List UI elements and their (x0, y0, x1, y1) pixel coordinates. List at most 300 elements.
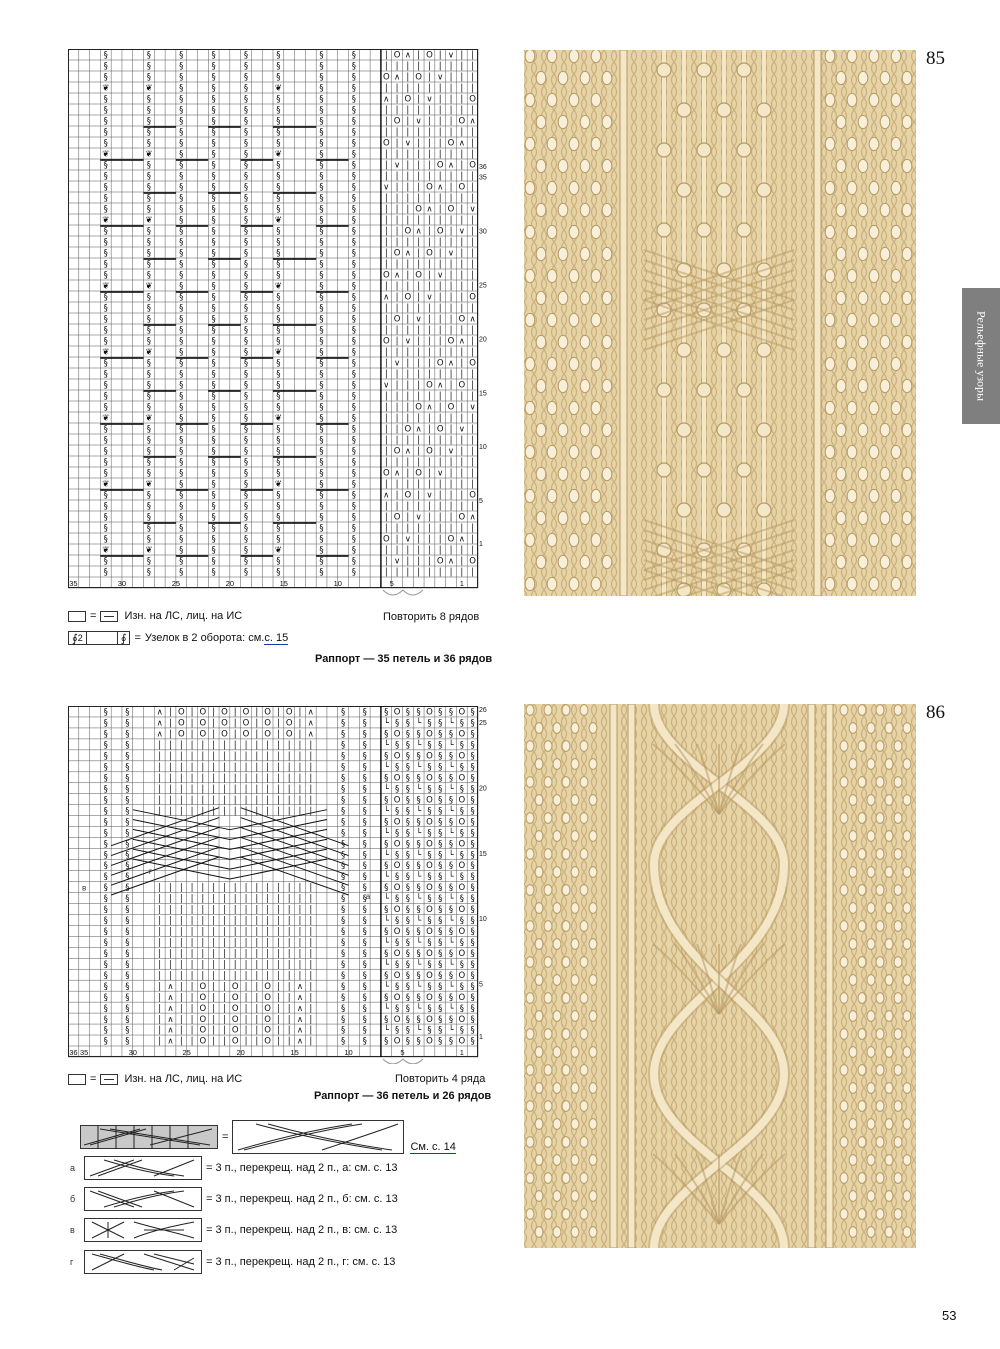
svg-text:§: § (276, 446, 281, 457)
svg-text:O: O (426, 707, 433, 718)
svg-text:|: | (438, 259, 442, 270)
svg-text:|: | (449, 523, 453, 534)
svg-text:|: | (460, 347, 464, 358)
svg-text:§: § (459, 894, 464, 905)
svg-text:§: § (416, 839, 421, 850)
svg-text:|: | (395, 325, 399, 336)
svg-text:|: | (244, 795, 248, 806)
chart-side-letter: а (365, 892, 371, 902)
svg-text:§: § (125, 992, 130, 1003)
svg-text:|: | (384, 160, 388, 171)
svg-text:└: └ (416, 981, 422, 992)
section-tab (962, 288, 1000, 424)
svg-text:|: | (417, 446, 421, 457)
svg-text:§: § (351, 413, 357, 424)
svg-text:|: | (158, 927, 162, 938)
svg-text:§: § (179, 303, 184, 314)
svg-text:§: § (211, 259, 216, 270)
svg-text:|: | (449, 215, 453, 226)
svg-text:§: § (319, 369, 324, 380)
svg-text:|: | (287, 1025, 291, 1036)
svg-text:|: | (212, 894, 216, 905)
svg-text:|: | (179, 927, 183, 938)
svg-text:§: § (319, 259, 324, 270)
svg-text:|: | (276, 784, 280, 795)
svg-text:|: | (449, 237, 453, 248)
svg-text:O: O (469, 490, 476, 501)
svg-text:|: | (428, 567, 431, 578)
svg-text:└: └ (416, 894, 422, 905)
svg-text:O: O (393, 905, 401, 916)
svg-text:§: § (211, 435, 216, 446)
svg-text:O: O (264, 1036, 271, 1047)
svg-text:|: | (384, 314, 388, 325)
svg-text:§: § (405, 959, 410, 970)
svg-text:§: § (179, 380, 184, 391)
svg-text:|: | (384, 226, 388, 237)
svg-text:§: § (211, 149, 216, 160)
svg-text:§: § (351, 512, 357, 523)
svg-text:∧: ∧ (296, 1036, 304, 1047)
svg-text:§: § (470, 883, 475, 894)
svg-text:|: | (169, 762, 172, 773)
svg-text:└: └ (448, 1003, 454, 1014)
svg-text:§: § (146, 358, 152, 369)
svg-text:§: § (103, 707, 108, 718)
svg-text:§: § (394, 938, 400, 949)
svg-text:O: O (426, 446, 433, 457)
cable-g-text: = 3 п., перекрещ. над 2 п., г: см. с. 13 (206, 1256, 396, 1268)
svg-text:§: § (146, 424, 152, 435)
svg-text:§: § (276, 468, 281, 479)
svg-text:§: § (341, 883, 346, 894)
svg-text:|: | (417, 413, 421, 424)
svg-text:└: └ (416, 938, 422, 949)
svg-text:|: | (395, 281, 399, 292)
svg-text:§: § (243, 347, 249, 358)
svg-text:§: § (427, 784, 432, 795)
svg-text:§: § (276, 127, 281, 138)
svg-text:§: § (351, 402, 357, 413)
svg-text:§: § (438, 938, 443, 949)
svg-text:|: | (438, 512, 442, 523)
svg-text:|: | (471, 435, 475, 446)
cable-a-icon (84, 1156, 202, 1180)
svg-text:|: | (169, 905, 172, 916)
svg-text:§: § (125, 883, 130, 894)
svg-text:|: | (471, 281, 475, 292)
svg-text:|: | (266, 905, 270, 916)
svg-text:§: § (103, 336, 108, 347)
svg-text:§: § (384, 905, 389, 916)
svg-text:§: § (146, 138, 152, 149)
svg-text:|: | (276, 938, 280, 949)
svg-text:§: § (276, 380, 281, 391)
svg-text:|: | (255, 883, 259, 894)
svg-text:❦: ❦ (274, 215, 282, 226)
svg-text:§: § (362, 992, 367, 1003)
svg-text:§: § (243, 402, 249, 413)
svg-text:§: § (351, 160, 357, 171)
svg-text:∧: ∧ (307, 718, 314, 729)
svg-text:§: § (362, 729, 367, 740)
svg-text:|: | (406, 270, 410, 281)
svg-text:§: § (146, 303, 152, 314)
svg-text:§: § (179, 248, 184, 259)
svg-text:|: | (223, 981, 226, 992)
svg-text:§: § (276, 490, 281, 501)
svg-text:❦: ❦ (102, 413, 110, 424)
svg-text:§: § (470, 894, 475, 905)
svg-text:❦: ❦ (145, 149, 153, 160)
svg-text:∧: ∧ (404, 248, 411, 259)
svg-text:O: O (426, 773, 433, 784)
svg-text:|: | (471, 336, 475, 347)
svg-text:∨: ∨ (383, 380, 390, 391)
pattern-86-rapport: Раппорт — 36 петель и 26 рядов (314, 1090, 492, 1102)
svg-text:§: § (448, 773, 454, 784)
svg-text:|: | (223, 751, 226, 762)
svg-text:§: § (125, 751, 130, 762)
svg-text:|: | (223, 948, 226, 959)
svg-text:§: § (341, 872, 346, 883)
col-number: 25 (182, 1047, 191, 1057)
svg-text:|: | (298, 806, 302, 817)
svg-text:§: § (103, 314, 108, 325)
svg-text:§: § (243, 435, 249, 446)
col-number: 30 (128, 1047, 137, 1057)
svg-text:|: | (406, 171, 410, 182)
svg-text:§: § (146, 270, 152, 281)
svg-text:└: └ (416, 784, 422, 795)
pattern-85-grid (68, 49, 488, 601)
svg-text:§: § (319, 325, 324, 336)
svg-text:|: | (384, 149, 388, 160)
svg-text:O: O (426, 992, 433, 1003)
svg-text:§: § (243, 237, 249, 248)
svg-text:§: § (341, 762, 346, 773)
svg-text:|: | (190, 740, 194, 751)
svg-text:|: | (460, 259, 464, 270)
svg-text:|: | (298, 718, 302, 729)
svg-text:§: § (179, 281, 184, 292)
svg-text:|: | (417, 182, 421, 193)
svg-text:§: § (103, 94, 108, 105)
svg-text:§: § (103, 751, 108, 762)
svg-text:§: § (351, 303, 357, 314)
svg-text:§: § (341, 718, 346, 729)
svg-text:|: | (460, 50, 464, 61)
svg-text:§: § (243, 523, 249, 534)
svg-text:∨: ∨ (415, 512, 422, 523)
svg-text:§: § (179, 204, 184, 215)
svg-text:§: § (276, 248, 281, 259)
svg-text:|: | (406, 457, 410, 468)
svg-text:§: § (319, 391, 324, 402)
svg-text:O: O (458, 512, 466, 523)
col-number: 15 (290, 1047, 299, 1057)
svg-text:O: O (264, 1003, 271, 1014)
svg-text:§: § (384, 1036, 389, 1047)
svg-text:§: § (103, 850, 108, 861)
svg-text:O: O (264, 718, 271, 729)
svg-text:|: | (460, 171, 464, 182)
svg-text:|: | (255, 751, 259, 762)
svg-text:└: └ (448, 850, 454, 861)
svg-text:|: | (244, 1036, 248, 1047)
svg-text:§: § (276, 523, 281, 534)
svg-text:§: § (438, 828, 443, 839)
svg-text:O: O (458, 729, 466, 740)
svg-text:|: | (179, 948, 183, 959)
svg-text:❦: ❦ (145, 545, 153, 556)
svg-text:∨: ∨ (415, 116, 422, 127)
svg-text:§: § (438, 927, 443, 938)
row-number: 5 (479, 981, 483, 989)
svg-text:|: | (406, 116, 410, 127)
svg-text:O: O (221, 707, 228, 718)
svg-text:|: | (460, 204, 464, 215)
svg-text:|: | (158, 1036, 162, 1047)
svg-text:|: | (428, 127, 431, 138)
svg-text:∧: ∧ (404, 50, 411, 61)
svg-text:|: | (428, 468, 431, 479)
svg-text:§: § (394, 894, 400, 905)
svg-text:§: § (384, 1014, 389, 1025)
svg-text:§: § (470, 762, 475, 773)
svg-text:∨: ∨ (458, 424, 465, 435)
svg-text:§: § (211, 160, 216, 171)
svg-text:§: § (103, 226, 108, 237)
svg-text:|: | (287, 806, 291, 817)
svg-text:§: § (341, 729, 346, 740)
svg-text:§: § (276, 182, 281, 193)
svg-text:|: | (471, 105, 475, 116)
svg-text:|: | (190, 751, 194, 762)
svg-text:|: | (449, 457, 453, 468)
svg-text:§: § (362, 762, 367, 773)
svg-text:|: | (406, 479, 410, 490)
svg-text:§: § (276, 138, 281, 149)
svg-text:O: O (285, 729, 293, 740)
svg-text:O: O (231, 981, 239, 992)
svg-text:|: | (233, 938, 237, 949)
svg-text:|: | (395, 149, 399, 160)
svg-text:|: | (395, 567, 399, 578)
svg-text:|: | (287, 762, 291, 773)
svg-text:§: § (470, 992, 475, 1003)
purl-cell-icon (100, 1074, 118, 1085)
svg-text:|: | (309, 795, 313, 806)
svg-text:|: | (449, 259, 453, 270)
svg-text:∧: ∧ (296, 1014, 304, 1025)
svg-text:§: § (351, 490, 357, 501)
svg-text:§: § (276, 61, 281, 72)
svg-text:|: | (276, 981, 280, 992)
svg-text:O: O (393, 795, 401, 806)
svg-text:§: § (211, 556, 216, 567)
svg-text:|: | (244, 883, 248, 894)
svg-text:§: § (103, 740, 108, 751)
svg-text:|: | (201, 894, 205, 905)
svg-text:|: | (460, 105, 464, 116)
svg-text:|: | (417, 534, 421, 545)
row-number: 15 (479, 850, 487, 858)
svg-text:└: └ (448, 938, 454, 949)
svg-text:§: § (243, 424, 249, 435)
svg-text:O: O (415, 402, 423, 413)
col-number: 25 (171, 579, 181, 588)
svg-text:§: § (243, 534, 249, 545)
svg-text:|: | (428, 116, 431, 127)
svg-text:O: O (264, 1014, 271, 1025)
svg-text:§: § (384, 861, 389, 872)
svg-text:§: § (341, 861, 346, 872)
svg-text:∧: ∧ (167, 1014, 174, 1025)
svg-text:|: | (158, 806, 162, 817)
svg-text:|: | (223, 938, 226, 949)
svg-text:§: § (179, 270, 184, 281)
svg-text:§: § (211, 61, 216, 72)
svg-text:§: § (211, 215, 216, 226)
svg-text:|: | (158, 948, 162, 959)
svg-text:§: § (448, 992, 454, 1003)
svg-text:|: | (255, 894, 259, 905)
svg-text:|: | (428, 413, 431, 424)
svg-text:∧: ∧ (167, 1003, 174, 1014)
svg-text:§: § (319, 138, 324, 149)
svg-text:O: O (436, 226, 444, 237)
svg-text:§: § (341, 1036, 346, 1047)
svg-text:|: | (395, 138, 399, 149)
svg-text:§: § (125, 773, 130, 784)
svg-text:O: O (199, 1014, 207, 1025)
svg-text:❦: ❦ (274, 347, 282, 358)
svg-text:§: § (319, 193, 324, 204)
svg-text:|: | (438, 149, 442, 160)
svg-text:|: | (233, 718, 237, 729)
svg-text:|: | (201, 762, 205, 773)
legend-bobble-link[interactable]: с. 15 (264, 631, 289, 644)
svg-text:|: | (233, 795, 237, 806)
svg-text:§: § (362, 773, 367, 784)
svg-text:∧: ∧ (156, 718, 163, 729)
svg-text:∧: ∧ (296, 1025, 304, 1036)
svg-text:§: § (351, 545, 357, 556)
pattern-85-legend-bobble: ∮ 2 ∮ = Узелок в 2 оборота: см. с. 15 (68, 631, 288, 645)
svg-text:§: § (276, 171, 281, 182)
svg-text:|: | (471, 303, 475, 314)
svg-text:§: § (470, 905, 475, 916)
svg-text:§: § (146, 127, 152, 138)
svg-text:O: O (447, 138, 455, 149)
svg-text:§: § (103, 490, 108, 501)
svg-text:§: § (179, 512, 184, 523)
svg-text:|: | (471, 501, 475, 512)
svg-text:O: O (199, 992, 207, 1003)
svg-text:§: § (351, 259, 357, 270)
svg-text:|: | (255, 1014, 259, 1025)
svg-text:|: | (223, 762, 226, 773)
svg-text:|: | (438, 501, 442, 512)
svg-text:|: | (395, 523, 399, 534)
svg-text:|: | (309, 905, 313, 916)
blank-cell-icon (68, 611, 86, 622)
svg-text:§: § (211, 50, 216, 61)
svg-text:|: | (438, 248, 442, 259)
svg-text:§: § (384, 992, 389, 1003)
svg-text:|: | (428, 336, 431, 347)
svg-text:|: | (190, 916, 194, 927)
svg-text:§: § (243, 116, 249, 127)
svg-text:§: § (103, 916, 108, 927)
svg-text:∨: ∨ (458, 226, 465, 237)
svg-text:§: § (125, 828, 130, 839)
svg-text:|: | (212, 905, 216, 916)
svg-text:|: | (417, 358, 421, 369)
svg-text:§: § (362, 806, 367, 817)
svg-text:§: § (179, 314, 184, 325)
svg-text:O: O (458, 817, 466, 828)
svg-text:|: | (179, 938, 183, 949)
svg-text:§: § (351, 292, 357, 303)
svg-text:|: | (438, 61, 442, 72)
svg-text:§: § (405, 740, 410, 751)
svg-text:§: § (103, 116, 108, 127)
svg-text:§: § (103, 105, 108, 116)
svg-text:└: └ (416, 762, 422, 773)
svg-text:|: | (276, 729, 280, 740)
svg-text:└: └ (416, 806, 422, 817)
svg-text:|: | (212, 729, 216, 740)
svg-text:|: | (471, 50, 475, 61)
svg-text:|: | (406, 369, 410, 380)
svg-text:|: | (395, 435, 399, 446)
svg-text:❦: ❦ (145, 281, 153, 292)
svg-text:O: O (426, 861, 433, 872)
svg-text:|: | (223, 992, 226, 1003)
svg-text:|: | (460, 369, 464, 380)
svg-text:§: § (103, 72, 108, 83)
svg-text:|: | (266, 883, 270, 894)
svg-text:|: | (460, 281, 464, 292)
svg-text:§: § (125, 718, 130, 729)
svg-text:|: | (255, 729, 259, 740)
svg-text:§: § (362, 959, 367, 970)
svg-text:|: | (406, 391, 410, 402)
svg-text:|: | (179, 1036, 183, 1047)
svg-text:§: § (319, 303, 324, 314)
svg-text:|: | (179, 1003, 183, 1014)
svg-text:§: § (243, 556, 249, 567)
svg-text:O: O (264, 1025, 271, 1036)
cable-b-icon (84, 1187, 202, 1211)
svg-text:§: § (438, 751, 443, 762)
svg-text:§: § (362, 751, 367, 762)
row-number: 10 (479, 444, 487, 452)
svg-text:§: § (448, 839, 454, 850)
svg-text:O: O (458, 970, 466, 981)
svg-text:O: O (458, 1036, 466, 1047)
svg-text:§: § (146, 226, 152, 237)
svg-text:§: § (319, 270, 324, 281)
svg-text:§: § (125, 729, 130, 740)
svg-text:|: | (438, 193, 442, 204)
svg-text:|: | (179, 883, 183, 894)
legend-bobble-text: Узелок в 2 оборота: см. (144, 632, 265, 644)
svg-text:§: § (125, 784, 130, 795)
cable-main-ref[interactable]: См. с. 14 (410, 1141, 456, 1153)
